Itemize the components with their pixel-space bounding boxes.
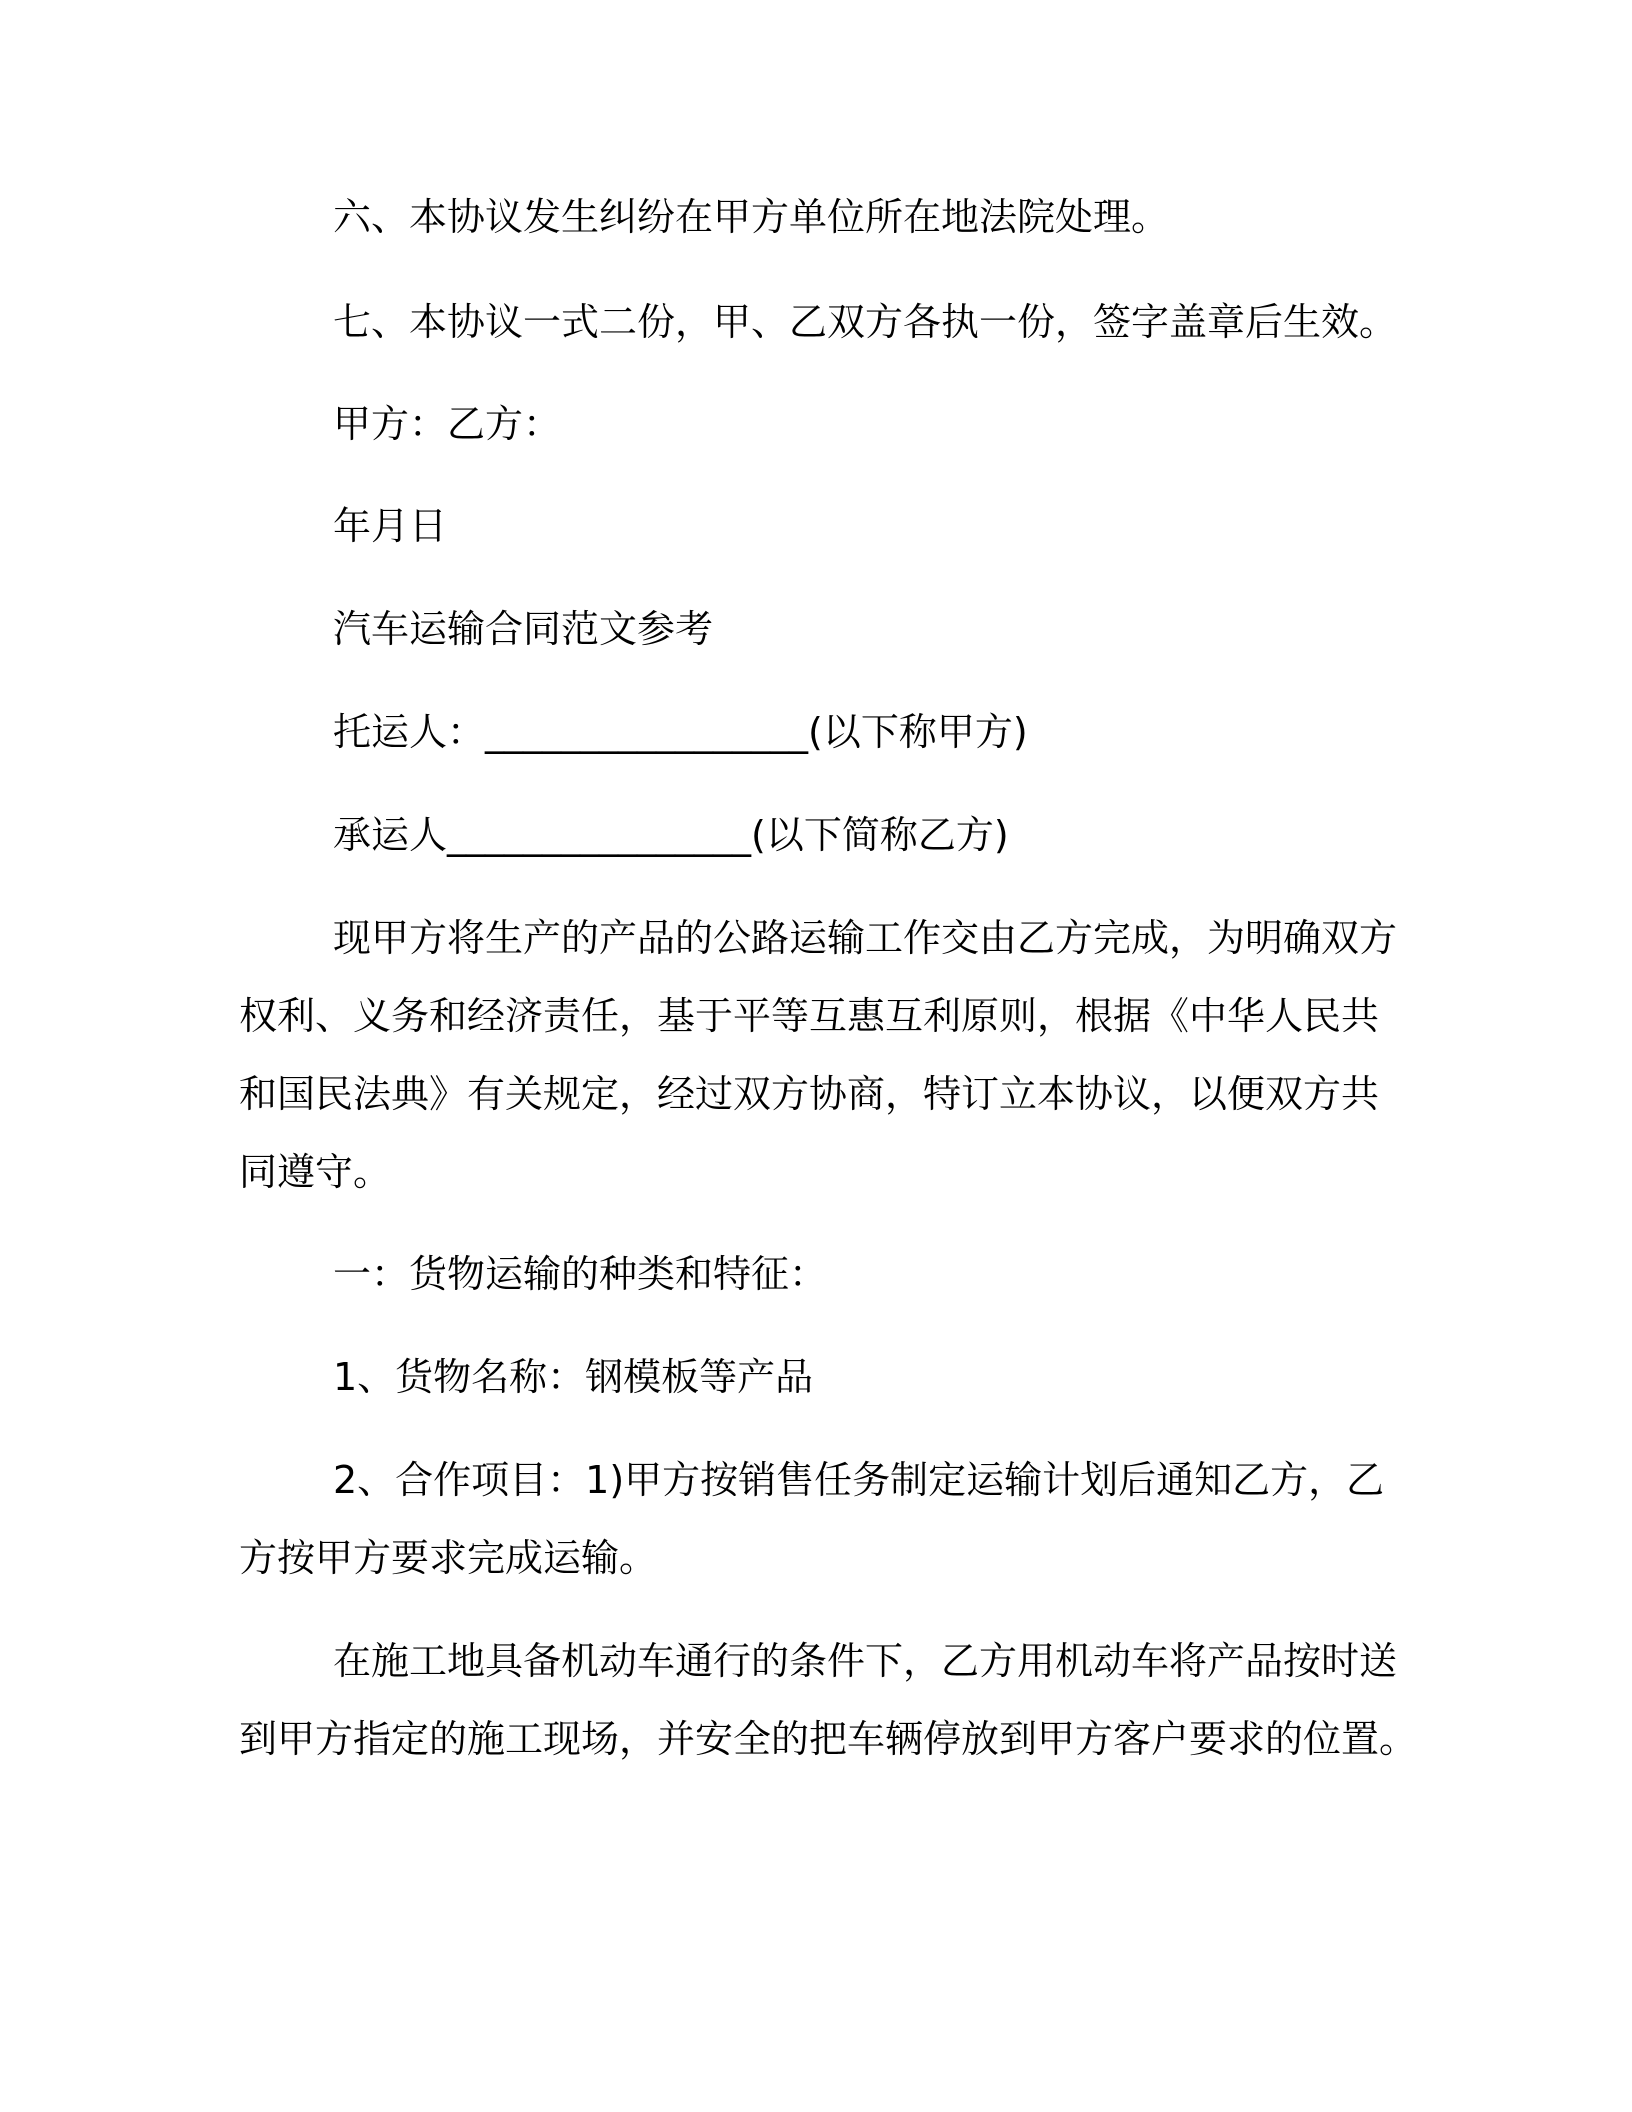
item-2-line-2: 方按甲方要求完成运输。 <box>239 1536 658 1580</box>
item-1-line: 1、货物名称：钢模板等产品 <box>333 1355 814 1399</box>
date-line: 年月日 <box>333 504 448 548</box>
intro-paragraph-line-4: 同遵守。 <box>239 1150 392 1194</box>
delivery-paragraph-line-2: 到甲方指定的施工现场，并安全的把车辆停放到甲方客户要求的位置。 <box>239 1717 1418 1761</box>
intro-paragraph-line-2: 权利、义务和经济责任，基于平等互惠互利原则，根据《中华人民共 <box>239 994 1380 1038</box>
contract-title-line: 汽车运输合同范文参考 <box>333 607 714 651</box>
article-7-line: 七、本协议一式二份，甲、乙双方各执一份，签字盖章后生效。 <box>333 300 1398 344</box>
intro-paragraph-line-1: 现甲方将生产的产品的公路运输工作交由乙方完成，为明确双方 <box>333 916 1398 960</box>
carrier-line: 承运人________________(以下简称乙方) <box>333 813 1009 857</box>
parties-signature-line: 甲方：乙方： <box>333 402 562 446</box>
intro-paragraph-line-3: 和国民法典》有关规定，经过双方协商，特订立本协议，以便双方共 <box>239 1072 1380 1116</box>
article-6-line: 六、本协议发生纠纷在甲方单位所在地法院处理。 <box>333 195 1170 239</box>
delivery-paragraph-line-1: 在施工地具备机动车通行的条件下，乙方用机动车将产品按时送 <box>333 1639 1398 1683</box>
item-2-line-1: 2、合作项目：1)甲方按销售任务制定运输计划后通知乙方，乙 <box>333 1458 1385 1502</box>
section-1-heading: 一：货物运输的种类和特征： <box>333 1252 828 1296</box>
shipper-line: 托运人：_________________(以下称甲方) <box>333 710 1028 754</box>
